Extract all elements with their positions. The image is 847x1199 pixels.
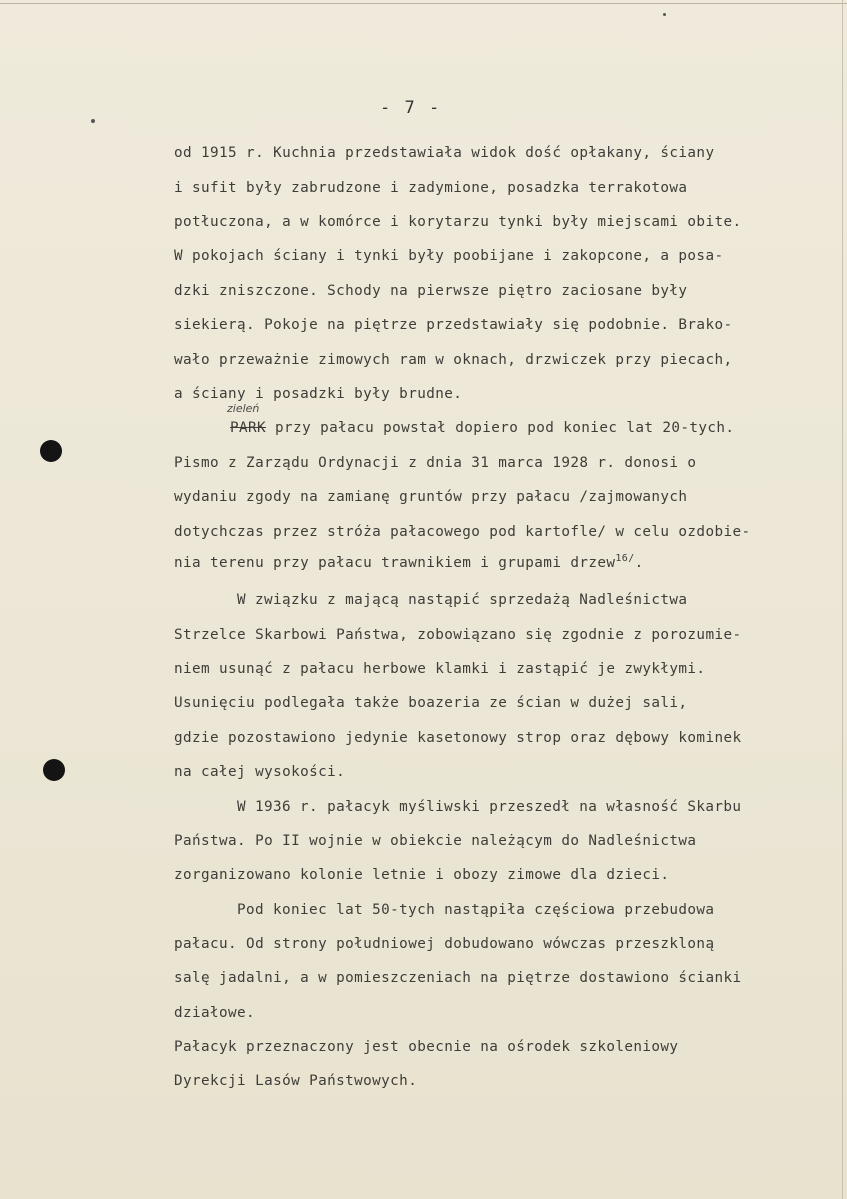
text-line: wydaniu zgody na zamianę gruntów przy pałacu /zajmowanych: [174, 489, 688, 505]
text-line: Pod koniec lat 50-tych nastąpiła częściowa przebudowa: [237, 902, 715, 918]
text-line: i sufit były zabrudzone i zadymione, posadzka terrakotowa: [174, 180, 688, 196]
text-line: potłuczona, a w komórce i korytarzu tynki były miejscami obite.: [174, 214, 742, 230]
text-line: pałacu. Od strony południowej dobudowano wówczas przeszkloną: [174, 936, 715, 952]
text-line: działowe.: [174, 1005, 256, 1021]
text-line: W pokojach ściany i tynki były poobijane i zakopcone, a posa-: [174, 248, 724, 264]
text-line: Państwa. Po II wojnie w obiekcie należącym do Nadleśnictwa: [174, 833, 697, 849]
text-line: zorganizowano kolonie letnie i obozy zimowe dla dzieci.: [174, 867, 670, 883]
punch-hole-upper: [40, 440, 62, 462]
text-line: dzki zniszczone. Schody na pierwsze piętro zaciosane były: [174, 283, 688, 299]
text-line: siekierą. Pokoje na piętrze przedstawiały się podobnie. Brako-: [174, 317, 733, 333]
page-number: - 7 -: [380, 98, 442, 118]
text-line: przy pałacu powstał dopiero pod koniec lat 20-tych.: [275, 420, 735, 436]
text-line: dotychczas przez stróża pałacowego pod kartofle/ w celu ozdobie-: [174, 524, 751, 540]
struck-word: PARK: [230, 420, 267, 436]
text-line: wało przeważnie zimowych ram w oknach, drzwiczek przy piecach,: [174, 352, 733, 368]
top-edge-line: [0, 3, 847, 4]
text-line: nia terenu przy pałacu trawnikiem i grupami drzew: [174, 554, 616, 571]
text-line: od 1915 r. Kuchnia przedstawiała widok dość opłakany, ściany: [174, 145, 715, 161]
paper-speck: [663, 13, 666, 16]
text-line: salę jadalni, a w pomieszczeniach na piętrze dostawiono ścianki: [174, 970, 742, 986]
text-line: na całej wysokości.: [174, 764, 346, 780]
line-end-period: .: [634, 554, 644, 571]
text-line: gdzie pozostawiono jedynie kasetonowy strop oraz dębowy kominek: [174, 730, 742, 746]
text-line: Pałacyk przeznaczony jest obecnie na ośrodek szkoleniowy: [174, 1039, 679, 1055]
footnote-line: [174, 553, 644, 571]
handwritten-correction: zieleń: [227, 402, 260, 415]
text-line: niem usunąć z pałacu herbowe klamki i zastąpić je zwykłymi.: [174, 661, 706, 677]
punch-hole-lower: [43, 759, 65, 781]
text-line: a ściany i posadzki były brudne.: [174, 386, 463, 402]
paragraph-start-line: [230, 420, 734, 436]
text-line: Usunięciu podlegała także boazeria ze ścian w dużej sali,: [174, 695, 688, 711]
text-line: Pismo z Zarządu Ordynacji z dnia 31 marca 1928 r. donosi o: [174, 455, 697, 471]
text-line: W 1936 r. pałacyk myśliwski przeszedł na własność Skarbu: [237, 799, 742, 815]
text-line: Dyrekcji Lasów Państwowych.: [174, 1073, 418, 1089]
text-line: W związku z mającą nastąpić sprzedażą Nadleśnictwa: [237, 592, 688, 608]
right-edge-line: [842, 0, 843, 1199]
paper-speck: [91, 119, 95, 123]
footnote-reference: 16/: [615, 553, 635, 564]
text-line: Strzelce Skarbowi Państwa, zobowiązano się zgodnie z porozumie-: [174, 627, 742, 643]
